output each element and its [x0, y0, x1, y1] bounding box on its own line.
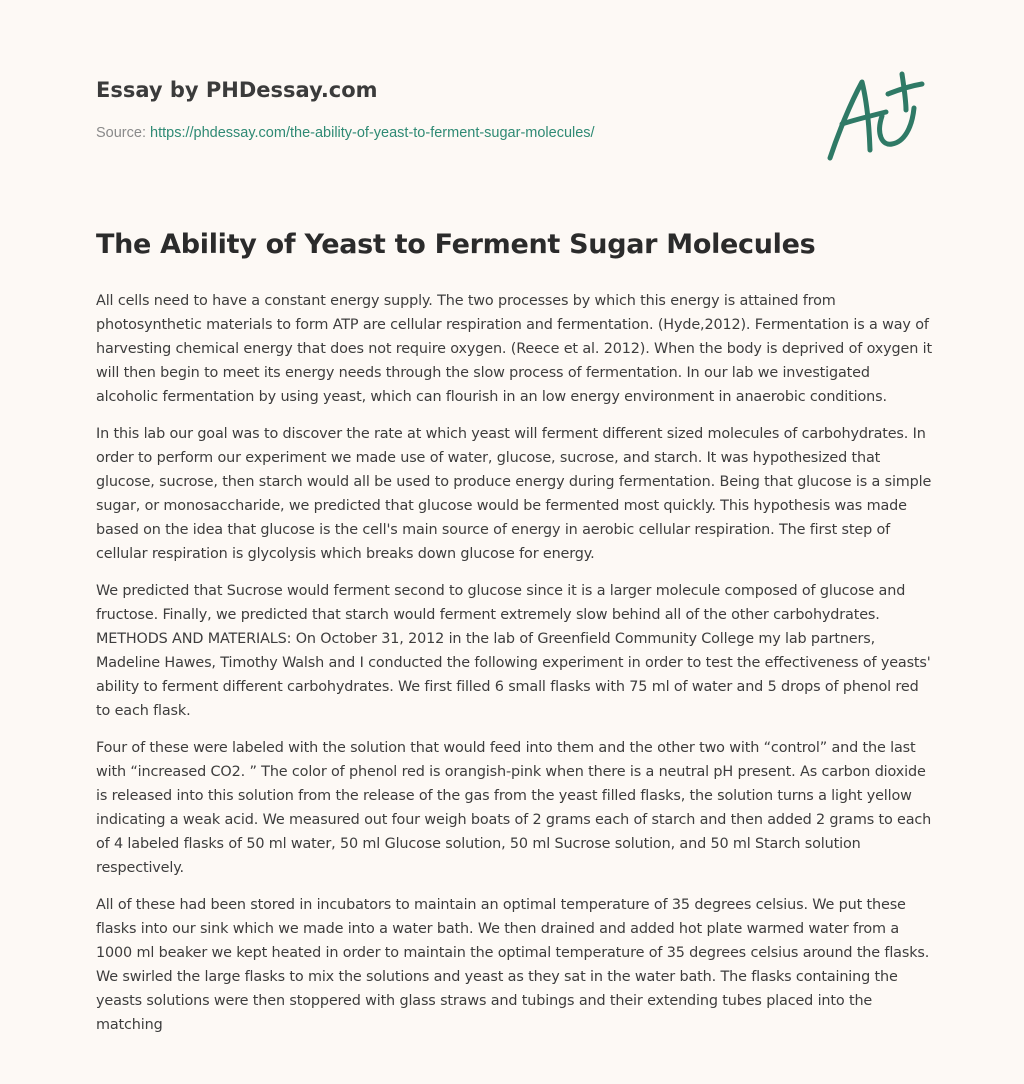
site-title: Essay by PHDessay.com [96, 78, 378, 102]
source-label: Source: [96, 125, 146, 141]
a-plus-logo-svg [822, 68, 926, 164]
page-header [96, 76, 796, 143]
paragraph: Four of these were labeled with the solution that would feed into them and the other two with “control” and the last with “increased CO2. ” The color of phenol red is orangish-pink when there is a neutral pH present. As carbon dioxide is released into this solution from the release of the gas from the yeast filled flasks, the solution turns a light yellow indicating a weak acid. We measured out four weigh boats of 2 grams each of starch and then added 2 grams to each of 4 labeled flasks of 50 ml water, 50 ml Glucose solution, 50 ml Sucrose solution, and 50 ml Starch solution respectively. [96, 740, 932, 876]
paragraph: All of these had been stored in incubators to maintain an optimal temperature of 35 degrees celsius. We put these flasks into our sink which we made into a water bath. We then drained and added hot plate warmed water from a 1000 ml beaker we kept heated in order to maintain the optimal temperature of 35 degrees celsius around the flasks. We swirled the large flasks to mix the solutions and yeast as they sat in the water bath. The flasks containing the yeasts solutions were then stoppered with glass straws and tubings and their extending tubes placed into the matching [96, 897, 930, 1033]
paragraph: All cells need to have a constant energy supply. The two processes by which this energy is attained from photosynthetic materials to form ATP are cellular respiration and fermentation. (Hyde,2012). Fermentation is a way of harvesting chemical energy that does not require oxygen. (Reece et al. 2012). When the body is deprived of oxygen it will then begin to meet its energy needs through the slow process of fermentation. In our lab we investigated alcoholic fermentation by using yeast, which can flourish in an low energy environment in anaerobic conditions. [96, 293, 932, 405]
source-link[interactable]: https://phdessay.com/the-ability-of-yeast-to-ferment-sugar-molecules/ [150, 125, 595, 141]
a-plus-grade-icon [822, 68, 926, 164]
paragraph: In this lab our goal was to discover the rate at which yeast will ferment different sized molecules of carbohydrates. In order to perform our experiment we made use of water, glucose, sucrose, and starch. It was hypothesized that glucose, sucrose, then starch would all be used to produce energy during fermentation. Being that glucose is a simple sugar, or monosaccharide, we predicted that glucose would be fermented most quickly. This hypothesis was made based on the idea that glucose is the cell's main source of energy in aerobic cellular respiration. The first step of cellular respiration is glycolysis which breaks down glucose for energy. [96, 426, 932, 562]
source-line [96, 123, 796, 143]
article [96, 226, 932, 1050]
article-title: The Ability of Yeast to Ferment Sugar Molecules [96, 229, 816, 260]
paragraph: We predicted that Sucrose would ferment second to glucose since it is a larger molecule composed of glucose and fructose. Finally, we predicted that starch would ferment extremely slow behind all of the other carbohydrates. METHODS AND MATERIALS: On October 31, 2012 in the lab of Greenfield Community College my lab partners, Madeline Hawes, Timothy Walsh and I conducted the following experiment in order to test the effectiveness of yeasts' ability to ferment different carbohydrates. We first filled 6 small flasks with 75 ml of water and 5 drops of phenol red to each flask. [96, 583, 931, 719]
